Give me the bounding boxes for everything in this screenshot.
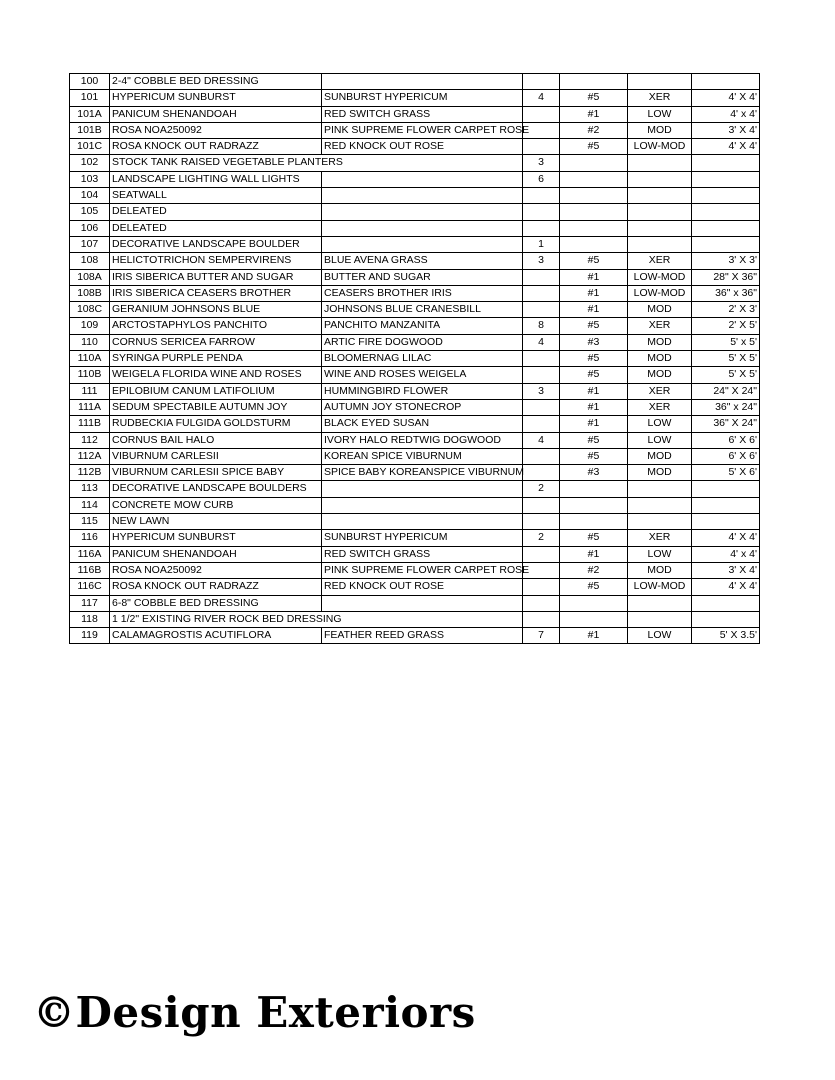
mature-size-cell [692, 595, 760, 611]
mature-size-cell: 6' X 6' [692, 448, 760, 464]
container-size-cell [560, 220, 628, 236]
water-use-cell [628, 188, 692, 204]
botanical-name-cell [110, 611, 342, 627]
key-number-cell: 112 [70, 432, 110, 448]
mature-size-cell: 4' X 4' [692, 579, 760, 595]
mature-size-cell [692, 481, 760, 497]
key-number-cell: 101B [70, 122, 110, 138]
botanical-name-text: STOCK TANK RAISED VEGETABLE PLANTERS [112, 156, 343, 169]
common-name-cell [322, 611, 523, 627]
key-number-cell: 119 [70, 628, 110, 644]
common-name-cell [322, 595, 523, 611]
water-use-cell: MOD [628, 302, 692, 318]
water-use-cell: LOW [628, 106, 692, 122]
table-row [70, 351, 760, 367]
water-use-cell: LOW [628, 546, 692, 562]
key-number-cell: 113 [70, 481, 110, 497]
mature-size-cell: 5' X 5' [692, 351, 760, 367]
quantity-cell [523, 351, 560, 367]
common-name-cell: AUTUMN JOY STONECROP [322, 399, 523, 415]
common-name-cell: BLACK EYED SUSAN [322, 416, 523, 432]
key-number-cell: 116C [70, 579, 110, 595]
common-name-cell: KOREAN SPICE VIBURNUM [322, 448, 523, 464]
table-row [70, 253, 760, 269]
quantity-cell [523, 514, 560, 530]
mature-size-cell [692, 155, 760, 171]
container-size-cell: #1 [560, 269, 628, 285]
common-name-cell [322, 74, 523, 90]
quantity-cell [523, 595, 560, 611]
common-name-cell: JOHNSONS BLUE CRANESBILL [322, 302, 523, 318]
water-use-cell: MOD [628, 448, 692, 464]
table-row [70, 155, 760, 171]
container-size-cell [560, 514, 628, 530]
container-size-cell [560, 204, 628, 220]
common-name-cell: BLOOMERNAG LILAC [322, 351, 523, 367]
key-number-cell: 108B [70, 285, 110, 301]
key-number-cell: 108C [70, 302, 110, 318]
common-name-cell: PINK SUPREME FLOWER CARPET ROSE [322, 122, 523, 138]
mature-size-cell: 36" x 24" [692, 399, 760, 415]
mature-size-cell [692, 188, 760, 204]
quantity-cell [523, 285, 560, 301]
water-use-cell: LOW-MOD [628, 139, 692, 155]
botanical-name-cell: PANICUM SHENANDOAH [110, 546, 322, 562]
water-use-cell: MOD [628, 334, 692, 350]
common-name-cell [322, 204, 523, 220]
common-name-cell: RED KNOCK OUT ROSE [322, 579, 523, 595]
key-number-cell: 109 [70, 318, 110, 334]
botanical-name-cell [110, 155, 343, 171]
mature-size-cell: 5' X 3.5' [692, 628, 760, 644]
water-use-cell [628, 595, 692, 611]
mature-size-cell [692, 171, 760, 187]
quantity-cell [523, 416, 560, 432]
quantity-cell [523, 448, 560, 464]
common-name-cell: SPICE BABY KOREANSPICE VIBURNUM [322, 465, 523, 481]
quantity-cell: 4 [523, 432, 560, 448]
container-size-cell [560, 481, 628, 497]
mature-size-cell: 36" X 24" [692, 416, 760, 432]
water-use-cell: MOD [628, 367, 692, 383]
quantity-cell [523, 465, 560, 481]
container-size-cell: #1 [560, 383, 628, 399]
botanical-name-cell: CONCRETE MOW CURB [110, 497, 322, 513]
table-row [70, 562, 760, 578]
plant-schedule-table [69, 73, 760, 644]
mature-size-cell: 2' X 3' [692, 302, 760, 318]
key-number-cell: 116B [70, 562, 110, 578]
mature-size-cell: 28" X 36" [692, 269, 760, 285]
mature-size-cell [692, 497, 760, 513]
quantity-cell [523, 269, 560, 285]
table-row [70, 579, 760, 595]
botanical-name-cell: WEIGELA FLORIDA WINE AND ROSES [110, 367, 322, 383]
common-name-cell [322, 188, 523, 204]
quantity-cell: 2 [523, 481, 560, 497]
botanical-name-cell: CORNUS SERICEA FARROW [110, 334, 322, 350]
common-name-cell [322, 220, 523, 236]
key-number-cell: 101A [70, 106, 110, 122]
table-row [70, 481, 760, 497]
table-row [70, 90, 760, 106]
table-row [70, 530, 760, 546]
botanical-name-cell: 2-4" COBBLE BED DRESSING [110, 74, 322, 90]
botanical-name-cell: IRIS SIBERICA BUTTER AND SUGAR [110, 269, 322, 285]
water-use-cell: LOW [628, 432, 692, 448]
key-number-cell: 100 [70, 74, 110, 90]
water-use-cell: XER [628, 253, 692, 269]
botanical-name-cell: SEDUM SPECTABILE AUTUMN JOY [110, 399, 322, 415]
container-size-cell: #5 [560, 351, 628, 367]
key-number-cell: 105 [70, 204, 110, 220]
key-number-cell: 108A [70, 269, 110, 285]
mature-size-cell: 4' X 4' [692, 139, 760, 155]
mature-size-cell: 5' x 5' [692, 334, 760, 350]
table-row [70, 74, 760, 90]
key-number-cell: 110 [70, 334, 110, 350]
botanical-name-cell: RUDBECKIA FULGIDA GOLDSTURM [110, 416, 322, 432]
common-name-cell: SUNBURST HYPERICUM [322, 90, 523, 106]
key-number-cell: 101C [70, 139, 110, 155]
quantity-cell [523, 106, 560, 122]
common-name-cell [322, 171, 523, 187]
water-use-cell [628, 481, 692, 497]
botanical-name-cell: ROSA NOA250092 [110, 122, 322, 138]
water-use-cell [628, 220, 692, 236]
key-number-cell: 106 [70, 220, 110, 236]
container-size-cell: #5 [560, 530, 628, 546]
quantity-cell: 1 [523, 236, 560, 252]
mature-size-cell [692, 220, 760, 236]
botanical-name-cell: DECORATIVE LANDSCAPE BOULDER [110, 236, 322, 252]
water-use-cell [628, 74, 692, 90]
table-row [70, 139, 760, 155]
water-use-cell [628, 155, 692, 171]
common-name-cell: FEATHER REED GRASS [322, 628, 523, 644]
water-use-cell [628, 236, 692, 252]
container-size-cell: #3 [560, 465, 628, 481]
quantity-cell [523, 302, 560, 318]
common-name-cell: RED SWITCH GRASS [322, 106, 523, 122]
water-use-cell: LOW-MOD [628, 285, 692, 301]
botanical-name-cell: VIBURNUM CARLESII [110, 448, 322, 464]
key-number-cell: 101 [70, 90, 110, 106]
container-size-cell: #5 [560, 253, 628, 269]
water-use-cell [628, 204, 692, 220]
container-size-cell: #5 [560, 579, 628, 595]
container-size-cell [560, 171, 628, 187]
quantity-cell: 3 [523, 383, 560, 399]
key-number-cell: 111 [70, 383, 110, 399]
mature-size-cell: 2' X 5' [692, 318, 760, 334]
botanical-name-cell: IRIS SIBERICA CEASERS BROTHER [110, 285, 322, 301]
key-number-cell: 118 [70, 611, 110, 627]
key-number-cell: 115 [70, 514, 110, 530]
water-use-cell: MOD [628, 465, 692, 481]
table-row [70, 188, 760, 204]
key-number-cell: 112B [70, 465, 110, 481]
botanical-name-cell: HYPERICUM SUNBURST [110, 530, 322, 546]
common-name-cell [322, 236, 523, 252]
mature-size-cell: 5' X 6' [692, 465, 760, 481]
common-name-cell [322, 481, 523, 497]
botanical-name-cell: ARCTOSTAPHYLOS PANCHITO [110, 318, 322, 334]
table-row [70, 302, 760, 318]
botanical-name-cell: CORNUS BAIL HALO [110, 432, 322, 448]
key-number-cell: 107 [70, 236, 110, 252]
mature-size-cell [692, 74, 760, 90]
container-size-cell: #5 [560, 318, 628, 334]
plant-schedule-body [70, 74, 760, 644]
key-number-cell: 117 [70, 595, 110, 611]
table-row [70, 448, 760, 464]
container-size-cell: #3 [560, 334, 628, 350]
container-size-cell: #5 [560, 139, 628, 155]
quantity-cell [523, 188, 560, 204]
quantity-cell [523, 220, 560, 236]
table-row [70, 432, 760, 448]
table-row [70, 383, 760, 399]
botanical-name-cell: NEW LAWN [110, 514, 322, 530]
quantity-cell [523, 139, 560, 155]
common-name-cell: HUMMINGBIRD FLOWER [322, 383, 523, 399]
botanical-name-cell: EPILOBIUM CANUM LATIFOLIUM [110, 383, 322, 399]
common-name-cell [322, 155, 523, 171]
water-use-cell: MOD [628, 351, 692, 367]
mature-size-cell: 3' X 3' [692, 253, 760, 269]
common-name-cell: RED SWITCH GRASS [322, 546, 523, 562]
table-row [70, 628, 760, 644]
water-use-cell: LOW [628, 416, 692, 432]
water-use-cell: XER [628, 90, 692, 106]
key-number-cell: 111B [70, 416, 110, 432]
mature-size-cell [692, 611, 760, 627]
water-use-cell: LOW [628, 628, 692, 644]
botanical-name-cell: DELEATED [110, 204, 322, 220]
mature-size-cell: 6' X 6' [692, 432, 760, 448]
water-use-cell: LOW-MOD [628, 579, 692, 595]
copyright-notice: ©Design Exteriors [33, 988, 476, 1037]
mature-size-cell: 5' X 5' [692, 367, 760, 383]
key-number-cell: 112A [70, 448, 110, 464]
quantity-cell [523, 74, 560, 90]
common-name-cell: IVORY HALO REDTWIG DOGWOOD [322, 432, 523, 448]
botanical-name-cell: ROSA KNOCK OUT RADRAZZ [110, 139, 322, 155]
table-row [70, 514, 760, 530]
plant-schedule-sheet [69, 73, 759, 644]
container-size-cell: #1 [560, 285, 628, 301]
mature-size-cell [692, 236, 760, 252]
container-size-cell [560, 236, 628, 252]
botanical-name-cell: HELICTOTRICHON SEMPERVIRENS [110, 253, 322, 269]
key-number-cell: 103 [70, 171, 110, 187]
water-use-cell [628, 611, 692, 627]
table-row [70, 171, 760, 187]
quantity-cell: 3 [523, 155, 560, 171]
quantity-cell [523, 611, 560, 627]
water-use-cell [628, 171, 692, 187]
container-size-cell: #5 [560, 448, 628, 464]
table-row [70, 399, 760, 415]
container-size-cell [560, 611, 628, 627]
table-row [70, 334, 760, 350]
container-size-cell: #5 [560, 367, 628, 383]
container-size-cell: #1 [560, 399, 628, 415]
container-size-cell: #1 [560, 628, 628, 644]
common-name-cell [322, 514, 523, 530]
quantity-cell: 6 [523, 171, 560, 187]
common-name-cell: WINE AND ROSES WEIGELA [322, 367, 523, 383]
mature-size-cell: 3' X 4' [692, 562, 760, 578]
key-number-cell: 114 [70, 497, 110, 513]
key-number-cell: 110A [70, 351, 110, 367]
mature-size-cell [692, 204, 760, 220]
container-size-cell: #2 [560, 562, 628, 578]
table-row [70, 236, 760, 252]
quantity-cell [523, 399, 560, 415]
key-number-cell: 102 [70, 155, 110, 171]
mature-size-cell: 4' X 4' [692, 530, 760, 546]
table-row [70, 106, 760, 122]
mature-size-cell: 36" x 36" [692, 285, 760, 301]
botanical-name-cell: ROSA NOA250092 [110, 562, 322, 578]
water-use-cell: XER [628, 383, 692, 399]
container-size-cell: #1 [560, 106, 628, 122]
water-use-cell: XER [628, 530, 692, 546]
common-name-cell: RED KNOCK OUT ROSE [322, 139, 523, 155]
quantity-cell [523, 367, 560, 383]
botanical-name-cell: GERANIUM JOHNSONS BLUE [110, 302, 322, 318]
mature-size-cell: 4' X 4' [692, 90, 760, 106]
container-size-cell: #2 [560, 122, 628, 138]
common-name-cell: PINK SUPREME FLOWER CARPET ROSE [322, 562, 523, 578]
container-size-cell [560, 74, 628, 90]
table-row [70, 611, 760, 627]
container-size-cell [560, 188, 628, 204]
water-use-cell: MOD [628, 122, 692, 138]
water-use-cell [628, 514, 692, 530]
quantity-cell [523, 579, 560, 595]
table-row [70, 318, 760, 334]
quantity-cell: 4 [523, 90, 560, 106]
common-name-cell: BLUE AVENA GRASS [322, 253, 523, 269]
botanical-name-cell: 6-8" COBBLE BED DRESSING [110, 595, 322, 611]
container-size-cell [560, 155, 628, 171]
container-size-cell: #1 [560, 546, 628, 562]
botanical-name-cell: CALAMAGROSTIS ACUTIFLORA [110, 628, 322, 644]
key-number-cell: 110B [70, 367, 110, 383]
table-row [70, 220, 760, 236]
quantity-cell: 4 [523, 334, 560, 350]
table-row [70, 465, 760, 481]
key-number-cell: 104 [70, 188, 110, 204]
table-row [70, 497, 760, 513]
common-name-cell: ARTIC FIRE DOGWOOD [322, 334, 523, 350]
quantity-cell: 2 [523, 530, 560, 546]
container-size-cell: #1 [560, 416, 628, 432]
table-row [70, 204, 760, 220]
botanical-name-cell: VIBURNUM CARLESII SPICE BABY [110, 465, 322, 481]
water-use-cell [628, 497, 692, 513]
container-size-cell [560, 595, 628, 611]
table-row [70, 269, 760, 285]
key-number-cell: 111A [70, 399, 110, 415]
key-number-cell: 116A [70, 546, 110, 562]
botanical-name-cell: SEATWALL [110, 188, 322, 204]
common-name-cell: SUNBURST HYPERICUM [322, 530, 523, 546]
water-use-cell: XER [628, 399, 692, 415]
key-number-cell: 116 [70, 530, 110, 546]
quantity-cell [523, 204, 560, 220]
botanical-name-cell: DECORATIVE LANDSCAPE BOULDERS [110, 481, 322, 497]
mature-size-cell: 24" X 24" [692, 383, 760, 399]
botanical-name-cell: DELEATED [110, 220, 322, 236]
table-row [70, 546, 760, 562]
water-use-cell: LOW-MOD [628, 269, 692, 285]
mature-size-cell [692, 514, 760, 530]
table-row [70, 416, 760, 432]
common-name-cell: BUTTER AND SUGAR [322, 269, 523, 285]
table-row [70, 367, 760, 383]
botanical-name-text: 1 1/2" EXISTING RIVER ROCK BED DRESSING [112, 612, 342, 625]
container-size-cell: #1 [560, 302, 628, 318]
common-name-cell: CEASERS BROTHER IRIS [322, 285, 523, 301]
water-use-cell: XER [628, 318, 692, 334]
common-name-cell: PANCHITO MANZANITA [322, 318, 523, 334]
botanical-name-cell: LANDSCAPE LIGHTING WALL LIGHTS [110, 171, 322, 187]
container-size-cell [560, 497, 628, 513]
common-name-cell [322, 497, 523, 513]
quantity-cell: 3 [523, 253, 560, 269]
botanical-name-cell: SYRINGA PURPLE PENDA [110, 351, 322, 367]
mature-size-cell: 4' x 4' [692, 106, 760, 122]
quantity-cell: 7 [523, 628, 560, 644]
key-number-cell: 108 [70, 253, 110, 269]
table-row [70, 595, 760, 611]
container-size-cell: #5 [560, 90, 628, 106]
botanical-name-cell: PANICUM SHENANDOAH [110, 106, 322, 122]
quantity-cell [523, 497, 560, 513]
quantity-cell [523, 546, 560, 562]
mature-size-cell: 4' x 4' [692, 546, 760, 562]
table-row [70, 285, 760, 301]
water-use-cell: MOD [628, 562, 692, 578]
botanical-name-cell: ROSA KNOCK OUT RADRAZZ [110, 579, 322, 595]
container-size-cell: #5 [560, 432, 628, 448]
table-row [70, 122, 760, 138]
mature-size-cell: 3' X 4' [692, 122, 760, 138]
botanical-name-cell: HYPERICUM SUNBURST [110, 90, 322, 106]
quantity-cell: 8 [523, 318, 560, 334]
